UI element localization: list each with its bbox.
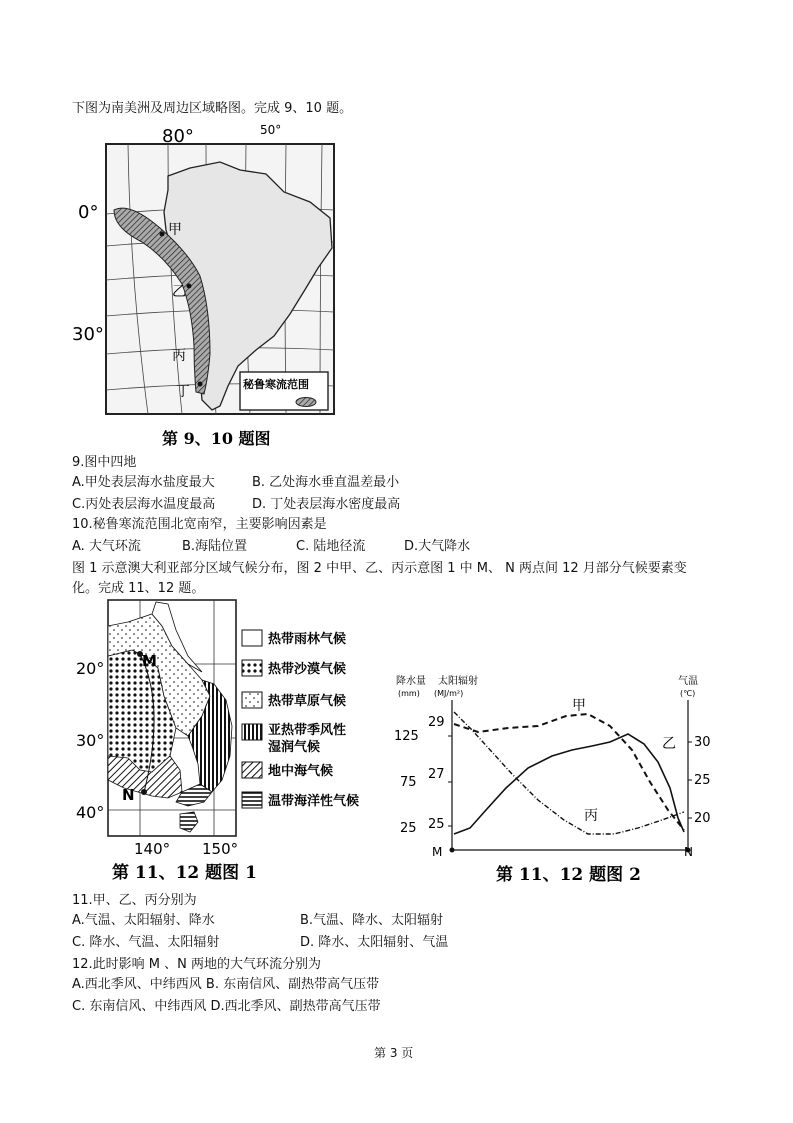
lat-label-40: 40° [76,803,105,822]
climate-curve-chart [388,670,718,888]
q10-stem: 10.秘鲁寒流范围北宽南窄，主要影响因素是 [72,517,327,532]
lon-label-80: 80° [162,126,194,147]
q9-option-c[interactable]: C.丙处表层海水温度最高 [72,497,216,512]
curve-label-jia: 甲 [572,698,586,714]
point-n: N [122,786,135,804]
lon-label-50: 50° [260,123,282,137]
curve-jia [454,714,684,830]
right-tick-25: 25 [694,773,711,788]
legend-swatch-humid-subtropical [242,724,262,740]
south-america-map [70,118,340,453]
point-ding-marker [198,382,203,387]
left-axis-unit: (mm) [398,689,420,698]
lat-label-30: 30° [72,324,104,345]
q11-option-c[interactable]: C. 降水、气温、太阳辐射 [72,935,220,950]
australia-climate-map [72,596,372,886]
q12-option-cd[interactable]: C. 东南信风、中纬西风 D.西北季风、副热带高气压带 [72,999,381,1014]
left-tick-125: 125 [394,729,419,744]
q10-option-b[interactable]: B.海陆位置 [182,539,248,554]
q11-option-d[interactable]: D. 降水、太阳辐射、气温 [300,935,449,950]
legend-humid-subtropical-2: 湿润气候 [268,740,321,755]
legend-swatch-rainforest [242,630,262,646]
q9-option-d[interactable]: D. 丁处表层海水密度最高 [252,497,401,512]
legend-mediterranean: 地中海气候 [268,764,334,779]
mid-tick-29: 29 [428,715,445,730]
point-jia: 甲 [168,222,182,238]
lat-label-30: 30° [76,731,105,750]
legend-oceanic: 温带海洋性气候 [268,794,360,809]
intro-11-12-line1: 图 1 示意澳大利亚部分区域气候分布，图 2 中甲、乙、丙示意图 1 中 M、 N 两点间 12 月部分气候要素变 [72,561,687,576]
intro-9-10: 下图为南美洲及周边区域略图。完成 9、10 题。 [72,101,353,116]
point-m: M [142,652,157,670]
legend-savanna: 热带草原气候 [268,694,347,709]
legend-swatch-oceanic [242,792,262,808]
curve-label-yi: 乙 [662,736,676,752]
x-label-n: N [684,845,693,859]
intro-11-12-line2: 化。完成 11、12 题。 [72,581,205,596]
mid-axis-unit: (MJ/m²) [434,689,464,698]
legend-humid-subtropical-1: 亚热带季风性 [268,723,347,738]
legend-swatch-savanna [242,692,262,708]
q9-option-b[interactable]: B. 乙处海水垂直温差最小 [252,475,400,490]
lon-label-150: 150° [202,840,239,858]
x-label-m: M [432,845,443,859]
point-bing: 丙 [172,348,186,364]
q9-option-a[interactable]: A.甲处表层海水盐度最大 [72,475,215,490]
q11-stem: 11.甲、乙、丙分别为 [72,893,197,908]
lat-label-20: 20° [76,659,105,678]
curve-label-bing: 丙 [584,808,598,824]
left-tick-75: 75 [400,775,417,790]
lat-label-0: 0° [78,202,99,223]
legend-swatch-desert [242,660,262,676]
map1-caption: 第 9、10 题图 [162,429,271,448]
left-axis-title: 降水量 [396,676,426,687]
q11-option-a[interactable]: A.气温、太阳辐射、降水 [72,913,215,928]
q9-stem: 9.图中四地 [72,455,137,470]
fig1-caption: 第 11、12 题图 1 [112,863,257,883]
right-tick-20: 20 [694,811,711,826]
right-axis-title: 气温 [678,676,698,687]
q10-option-a[interactable]: A. 大气环流 [72,539,141,554]
page-number: 第 3 页 [374,1046,414,1060]
point-jia-marker [160,232,165,237]
legend-swatch [296,398,316,407]
point-n-marker [141,789,147,795]
q12-stem: 12.此时影响 M 、N 两地的大气环流分别为 [72,957,322,972]
q11-option-b[interactable]: B.气温、降水、太阳辐射 [300,913,444,928]
legend-rainforest: 热带雨林气候 [268,632,347,647]
right-tick-30: 30 [694,735,711,750]
left-tick-25: 25 [400,821,417,836]
q12-option-ab[interactable]: A.西北季风、中纬西风 B. 东南信风、副热带高气压带 [72,977,380,992]
mid-axis-title: 太阳辐射 [438,676,478,687]
legend-desert: 热带沙漠气候 [268,662,347,677]
q10-option-d[interactable]: D.大气降水 [404,539,471,554]
point-yi-marker [187,284,192,289]
q10-option-c[interactable]: C. 陆地径流 [296,539,366,554]
lon-label-140: 140° [134,840,171,858]
right-axis-unit: (℃) [680,689,696,698]
point-ding: 丁 [176,384,190,400]
fig2-caption: 第 11、12 题图 2 [496,865,641,885]
legend-label: 秘鲁寒流范围 [243,378,309,391]
mid-tick-25: 25 [428,817,445,832]
mid-tick-27: 27 [428,767,445,782]
legend-swatch-mediterranean [242,762,262,778]
point-yi: 乙 [172,284,186,300]
